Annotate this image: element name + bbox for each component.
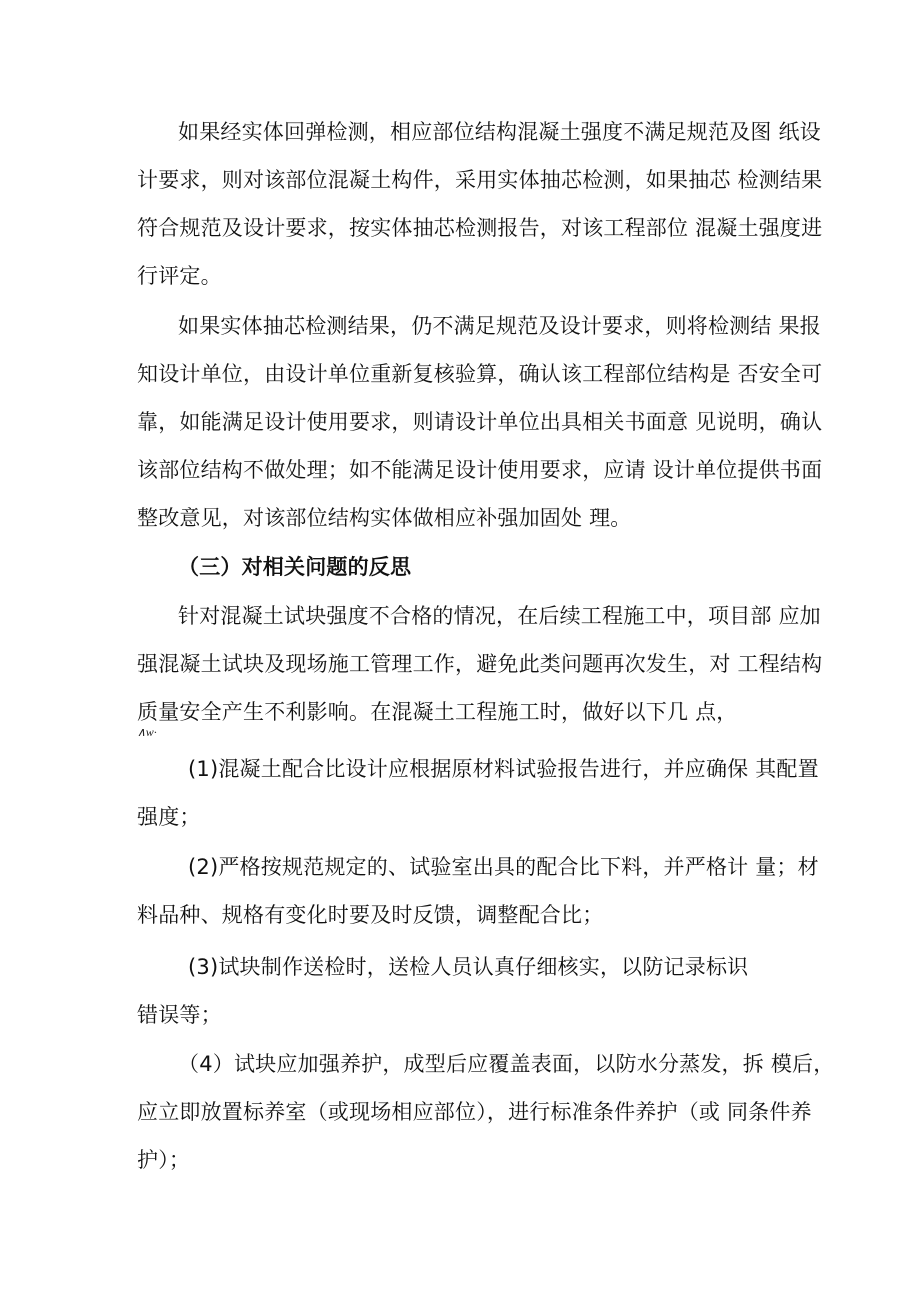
paragraph-1-line-1: 如果经实体回弹检测，相应部位结构混凝土强度不满足规范及图 纸设 (178, 120, 821, 144)
paragraph-1-line-4: 行评定。 (137, 264, 222, 288)
item-3-line-1: (3)试块制作送检时，送检人员认真仔细核实，以防记录标识 (188, 955, 749, 979)
item-2-line-1: (2)严格按规范规定的、试验室出具的配合比下料，并严格计 量；材 (188, 855, 819, 879)
scan-artifact-text: ∧w· (137, 725, 157, 739)
item-2-line-2: 料品种、规格有变化时要及时反馈，调整配合比； (137, 903, 604, 927)
paragraph-3-line-1: 针对混凝土试块强度不合格的情况，在后续工程施工中，项目部 应加 (178, 604, 821, 628)
paragraph-2-line-3: 靠，如能满足设计使用要求，则请设计单位出具相关书面意 见说明，确认 (137, 410, 823, 434)
paragraph-3-line-2: 强混凝土试块及现场施工管理工作，避免此类问题再次发生，对 工程结构 (137, 652, 823, 676)
item-3-line-2: 错误等； (137, 1003, 222, 1027)
paragraph-2-line-2: 知设计单位，由设计单位重新复核验算，确认该工程部位结构是 否安全可 (137, 362, 823, 386)
paragraph-3-line-3: 质量安全产生不利影响。在混凝土工程施工时，做好以下几 点， (137, 700, 738, 724)
paragraph-2-line-4: 该部位结构不做处理；如不能满足设计使用要求，应请 设计单位提供书面 (137, 458, 823, 482)
item-4-line-2: 应立即放置标养室（或现场相应部位），进行标准条件养护（或 同条件养 (137, 1100, 812, 1124)
item-1-line-2: 强度； (137, 805, 201, 829)
paragraph-2-line-5: 整改意见，对该部位结构实体做相应补强加固处 理。 (137, 506, 632, 530)
paragraph-2-line-1: 如果实体抽芯检测结果，仍不满足规范及设计要求，则将检测结 果报 (178, 314, 821, 338)
paragraph-1-line-3: 符合规范及设计要求，按实体抽芯检测报告，对该工程部位 混凝土强度进 (137, 216, 823, 240)
item-4-line-1: （4）试块应加强养护，成型后应覆盖表面，以防水分蒸发，拆 模后， (178, 1052, 835, 1076)
section-heading: （三）对相关问题的反思 (178, 555, 412, 579)
item-1-line-1: (1)混凝土配合比设计应根据原材料试验报告进行，并应确保 其配置 (188, 757, 819, 781)
paragraph-1-line-2: 计要求，则对该部位混凝土构件，采用实体抽芯检测，如果抽芯 检测结果 (137, 168, 823, 192)
item-4-line-3: 护）； (137, 1148, 191, 1172)
